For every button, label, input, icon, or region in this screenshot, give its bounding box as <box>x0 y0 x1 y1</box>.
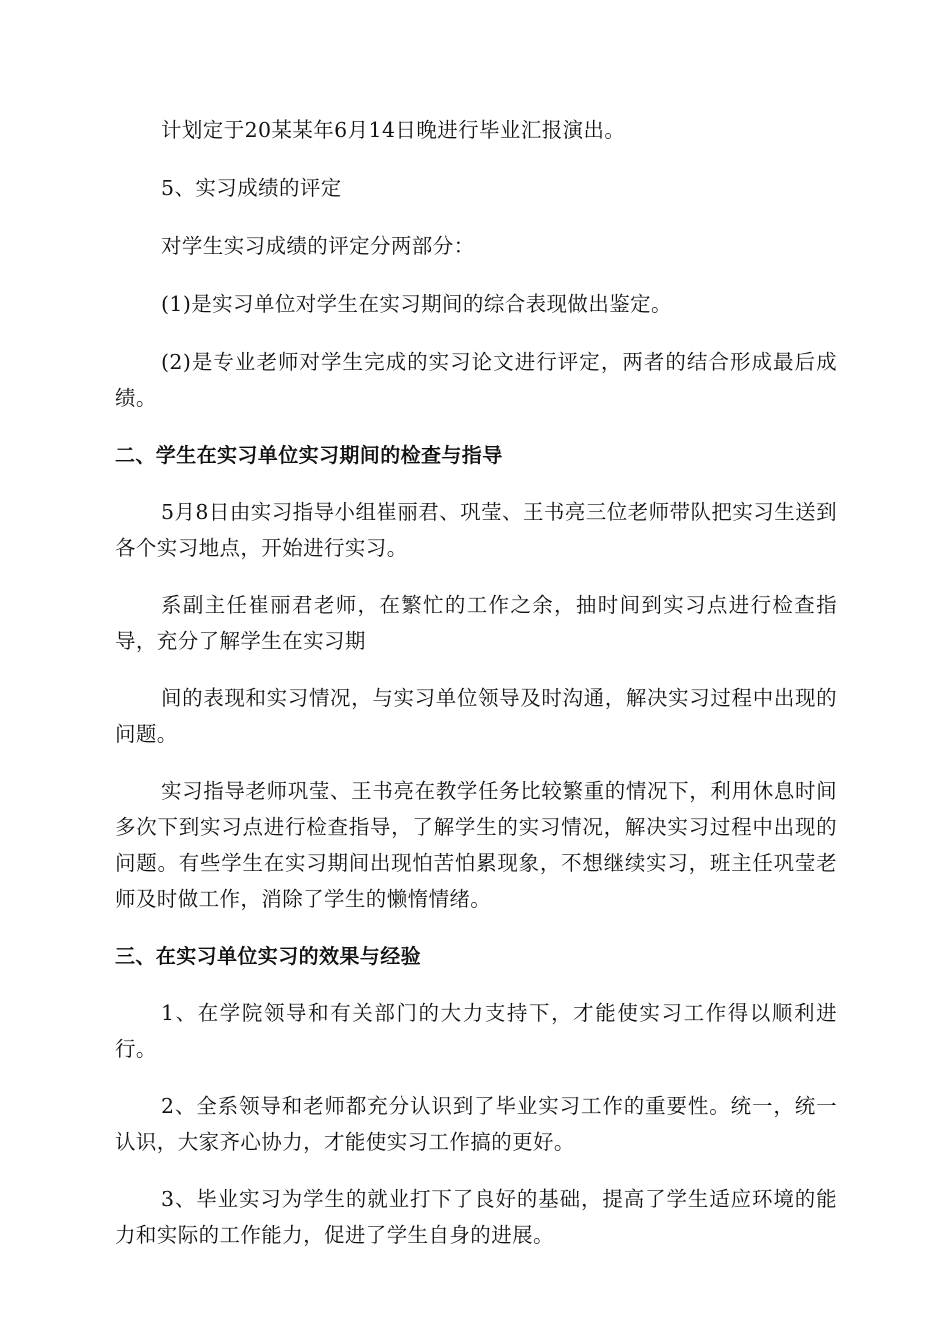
section-heading-results: 三、在实习单位实习的效果与经验 <box>115 944 421 968</box>
paragraph-deputy-director-cont: 间的表现和实习情况，与实习单位领导及时沟通，解决实习过程中出现的问题。 <box>115 686 837 746</box>
paragraph-result-3: 3、毕业实习为学生的就业打下了良好的基础，提高了学生适应环境的能力和实际的工作能力，促进了学生自身的进展。 <box>115 1187 837 1247</box>
paragraph-result-1: 1、在学院领导和有关部门的大力支持下，才能使实习工作得以顺利进行。 <box>115 1001 837 1061</box>
paragraph-performance-plan: 计划定于20某某年6月14日晚进行毕业汇报演出。 <box>161 118 626 142</box>
document-page <box>115 112 837 1253</box>
paragraph-deputy-director: 系副主任崔丽君老师，在繁忙的工作之余，抽时间到实习点进行检查指导，充分了解学生在实习期 <box>115 593 837 653</box>
paragraph-instructors: 实习指导老师巩莹、王书亮在教学任务比较繁重的情况下，利用休息时间多次下到实习点进行检查指导，了解学生的实习情况，解决实习过程中出现的问题。有些学生在实习期间出现怕苦怕累现象，不想继续实习，班主任巩莹老师及时做工作，消除了学生的懒惰情绪。 <box>115 779 837 911</box>
paragraph-result-2: 2、全系领导和老师都充分认识到了毕业实习工作的重要性。统一，统一认识，大家齐心协力，才能使实习工作搞的更好。 <box>115 1094 837 1154</box>
paragraph-grade-evaluation-title: 5、实习成绩的评定 <box>161 176 342 200</box>
paragraph-evaluation-part-1: (1)是实习单位对学生在实习期间的综合表现做出鉴定。 <box>161 292 672 316</box>
paragraph-evaluation-part-2: (2)是专业老师对学生完成的实习论文进行评定，两者的结合形成最后成绩。 <box>115 350 837 410</box>
paragraph-grade-evaluation-intro: 对学生实习成绩的评定分两部分： <box>161 234 475 258</box>
paragraph-dispatch: 5月8日由实习指导小组崔丽君、巩莹、王书亮三位老师带队把实习生送到各个实习地点，开始进行实习。 <box>115 500 837 560</box>
section-heading-inspection: 二、学生在实习单位实习期间的检查与指导 <box>115 443 503 467</box>
